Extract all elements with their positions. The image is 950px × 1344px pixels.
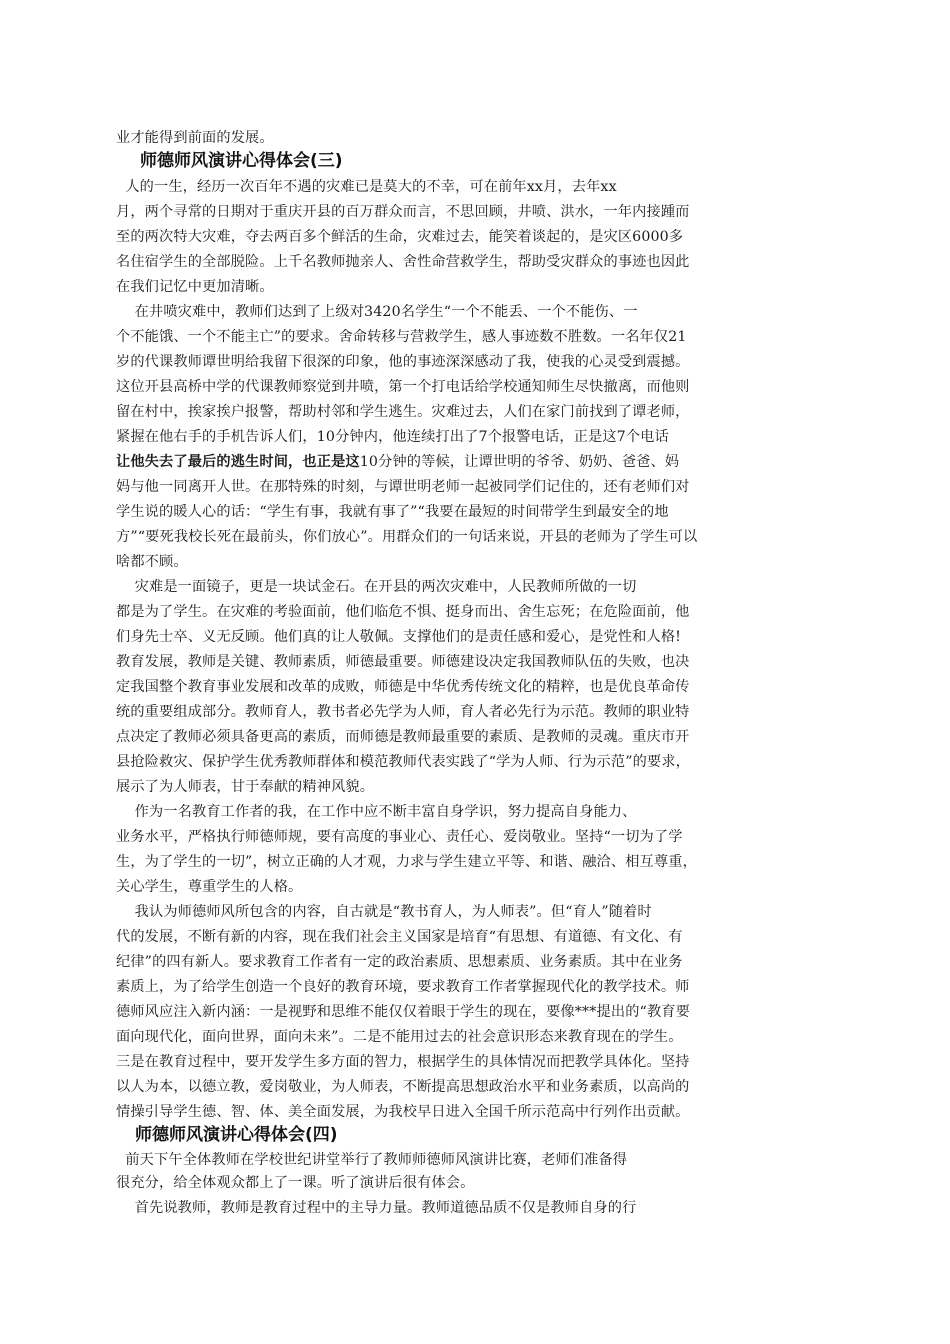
text-line: 县抢险救灾、保护学生优秀教师群体和模范教师代表实践了“学为人师、行为示范”的要求， [116,754,690,770]
section-heading: 师德师风演讲心得体会(三) [140,151,343,171]
text-line: 月，两个寻常的日期对于重庆开县的百万群众而言，不思回顾，井喷、洪水，一年内接踵而 [116,204,690,220]
text-line: 啥都不顾。 [116,554,188,570]
text-line: 统的重要组成部分。教师育人，教书者必先学为人师，育人者必先行为示范。教师的职业特 [116,704,690,720]
text-line: 点决定了教师必须具备更高的素质，而师德是教师最重要的素质、是教师的灵魂。重庆市开 [116,729,690,745]
text-line: 教育发展，教师是关键、教师素质，师德最重要。师德建设决定我国教师队伍的失败，也决 [116,654,690,670]
text-line: 紧握在他右手的手机告诉人们，10分钟内，他连续打出了7个报警电话，正是这7个电话 [116,429,669,445]
text-line: 灾难是一面镜子，更是一块试金石。在开县的两次灾难中，人民教师所做的一切 [116,579,637,595]
text-line: 学生说的暖人心的话：“学生有事，我就有事了”“我要在最短的时间带学生到最安全的地 [116,504,669,520]
bold-text: 让他失去了最后的逃生时间，也正是这 [116,454,360,470]
text-line: 情操引导学生德、智、体、美全面发展，为我校早日进入全国千所示范高中行列作出贡献。 [116,1104,690,1120]
text-line: 很充分，给全体观众都上了一课。听了演讲后很有体会。 [116,1175,475,1191]
text-line: 都是为了学生。在灾难的考验面前，他们临危不惧、挺身而出、舍生忘死；在危险面前，他 [116,604,690,620]
text-line: 作为一名教育工作者的我，在工作中应不断丰富自身学识，努力提高自身能力、 [116,804,637,820]
text-line: 关心学生，尊重学生的人格。 [116,879,303,895]
text-line: 妈与他一同离开人世。在那特殊的时刻，与谭世明老师一起被同学们记住的，还有老师们对 [116,479,690,495]
text-line: 名住宿学生的全部脱险。上千名教师抛亲人、舍性命营救学生，帮助受灾群众的事迹也因此 [116,254,690,270]
text-line: 展示了为人师表，甘于奉献的精神风貌。 [116,779,375,795]
text-line: 三是在教育过程中，要开发学生多方面的智力，根据学生的具体情况而把教学具体化。坚持 [116,1054,690,1070]
text-line: 代的发展，不断有新的内容，现在我们社会主义国家是培育“有思想、有道德、有文化、有 [116,929,683,945]
text-line: 首先说教师，教师是教育过程中的主导力量。教师道德品质不仅是教师自身的行 [116,1200,637,1216]
text-line: 至的两次特大灾难，夺去两百多个鲜活的生命，灾难过去，能笑着谈起的，是灾区6000多 [116,229,684,245]
text-line: 业才能得到前面的发展。 [116,130,274,146]
text-line: 前天下午全体教师在学校世纪讲堂举行了教师师德师风演讲比赛，老师们准备得 [116,1152,628,1168]
text-line: 素质上，为了给学生创造一个良好的教育环境，要求教育工作者掌握现代化的教学技术。师 [116,979,690,995]
text-line: 在我们记忆中更加清晰。 [116,279,274,295]
text-line: 们身先士卒、义无反顾。他们真的让人敬佩。支撑他们的是责任感和爱心，是党性和人格! [116,629,682,645]
text-line: 留在村中，挨家挨户报警，帮助村邻和学生逃生。灾难过去，人们在家门前找到了谭老师， [116,404,690,420]
text-line: 方”“要死我校长死在最前头，你们放心”。用群众们的一句话来说，开县的老师为了学生可以 [116,529,698,545]
text-line: 定我国整个教育事业发展和改革的成败，师德是中华优秀传统文化的精粹，也是优良革命传 [116,679,690,695]
text-line: 以人为本，以德立教，爱岗敬业，为人师表，不断提高思想政治水平和业务素质，以高尚的 [116,1079,690,1095]
text-line: 我认为师德师风所包含的内容，自古就是“教书育人，为人师表”。但“育人”随着时 [116,904,652,920]
text-line: 个不能饿、一个不能主亡”的要求。舍命转移与营救学生，感人事迹数不胜数。一名年仅21 [116,329,687,345]
text-line: 生，为了学生的一切”，树立正确的人才观，力求与学生建立平等、和谐、融洽、相互尊重， [116,854,697,870]
text-line: 业务水平，严格执行师德师规，要有高度的事业心、责任心、爱岗敬业。坚持“一切为了学 [116,829,683,845]
text-line [116,452,679,472]
text-line: 这位开县高桥中学的代课教师察觉到井喷，第一个打电话给学校通知师生尽快撤离，而他则 [116,379,690,395]
text-line: 德师风应注入新内涵：一是视野和思维不能仅仅着眼于学生的现在，要像***提出的“教育要 [116,1004,690,1020]
section-heading: 师德师风演讲心得体会(四) [135,1125,338,1145]
text-segment: 10分钟的等候，让谭世明的爷爷、奶奶、爸爸、妈 [359,454,680,470]
text-line: 岁的代课教师谭世明给我留下很深的印象，他的事迹深深感动了我，使我的心灵受到震撼。 [116,354,690,370]
text-line: 在井喷灾难中，教师们达到了上级对3420名学生“一个不能丢、一个不能伤、一 [116,304,638,320]
text-line: 人的一生，经历一次百年不遇的灾难已是莫大的不幸，可在前年xx月，去年xx [116,179,617,195]
text-line: 纪律”的四有新人。要求教育工作者有一定的政治素质、思想素质、业务素质。其中在业务 [116,954,683,970]
text-line: 面向现代化，面向世界，面向未来”。二是不能用过去的社会意识形态来教育现在的学生。 [116,1029,683,1045]
